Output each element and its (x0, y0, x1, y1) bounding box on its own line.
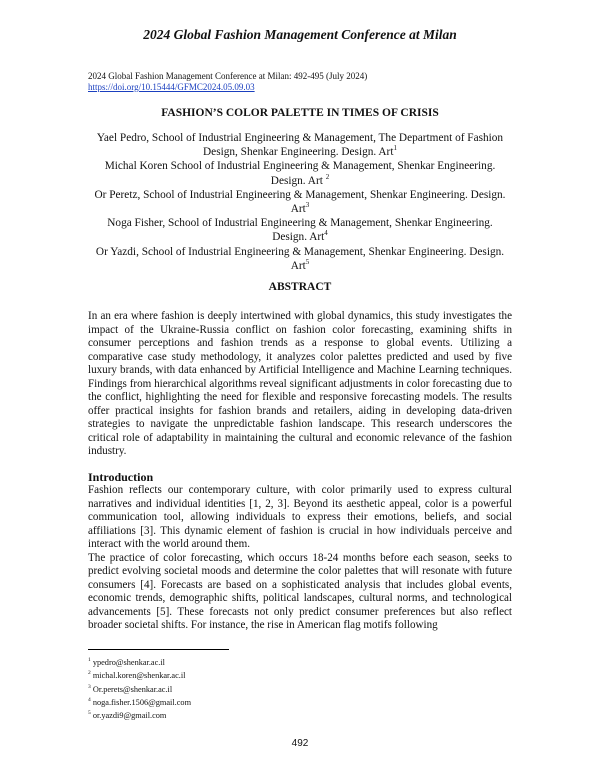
citation-block (88, 71, 367, 93)
author-name: Or Peretz (94, 188, 138, 201)
author-list (90, 131, 510, 273)
author-entry (90, 216, 510, 244)
footnote-email[interactable]: or.yazdi9@gmail.com (92, 711, 167, 721)
author-name: Michal Koren (104, 160, 168, 173)
author-affiliation: , School of Industrial Engineering & Management, Shenkar Engineering. Design. Art (162, 217, 493, 244)
author-entry (90, 188, 510, 216)
footnote (88, 682, 191, 695)
author-affiliation: , School of Industrial Engineering & Management, Shenkar Engineering. Design. Art (137, 188, 506, 216)
footnote-divider (88, 649, 229, 650)
introduction-heading: Introduction (88, 470, 154, 484)
footnote-email[interactable]: ypedro@shenkar.ac.il (92, 657, 165, 667)
intro-paragraph: Fashion reflects our contemporary culture, with color primarily used to express cultural narratives and individual identities [1, 2, 3]. Beyond its aesthetic appeal, color is a powerful communication tool, allowing individuals to express their emotions, beliefs, and social affiliations [3]. This dynamic element of fashion is crucial in how individuals perceive and interact with the world around them. (88, 484, 512, 551)
footnote-mark: 5 (305, 258, 310, 267)
abstract-text: In an era where fashion is deeply intertwined with global dynamics, this study investigates the impact of the Ukraine-Russia conflict on fashion color forecasting, examining shifts in consumer perceptions and fashion trends as a response to global events. Utilizing a comparative case study methodology, it analyzes color palettes predicted and used by five luxury brands, with data enhanced by Artificial Intelligence and Machine Learning techniques. Findings from hierarchical algorithms reveal significant adjustments in color forecasting due to the conflict, highlighting the need for flexible and responsive forecasting models. The results offer practical insights for fashion brands and retailers, aiding in developing data-driven strategies to navigate the unpredictable fashion landscape. This research underscores the critical role of adaptability in maintaining the cultural and economic relevance of the fashion industry. (88, 310, 512, 458)
author-name: Noga Fisher (107, 217, 163, 230)
footnote (88, 695, 191, 708)
author-name: Yael Pedro (96, 132, 147, 144)
paper-title: FASHION’S COLOR PALETTE IN TIMES OF CRISIS (161, 107, 439, 119)
doi-link[interactable]: https://doi.org/10.15444/GFMC2024.05.09.03 (88, 82, 255, 92)
footnote-mark: 2 (88, 670, 91, 677)
abstract-heading: ABSTRACT (268, 281, 332, 293)
footnote (88, 655, 191, 668)
page-number: 492 (291, 738, 309, 749)
footnote-mark: 4 (324, 229, 328, 238)
footnote-email[interactable]: noga.fisher.1506@gmail.com (92, 697, 192, 707)
author-affiliation: , School of Industrial Engineering & Management, The Department of Fashion Design, Shenkar Engineering. Design. Art (146, 132, 504, 159)
footnote-mark: 2 (325, 172, 330, 181)
author-entry (90, 245, 510, 273)
citation-line: 2024 Global Fashion Management Conference at Milan: 492-495 (July 2024) (88, 71, 368, 81)
author-affiliation: , School of Industrial Engineering & Management, Shenkar Engineering. Design. Art (136, 245, 505, 272)
running-head: 2024 Global Fashion Management Conference at Milan (143, 27, 457, 42)
footnote-mark: 3 (88, 683, 91, 690)
footnotes (88, 655, 191, 722)
author-entry (90, 159, 510, 187)
author-entry (90, 131, 510, 159)
author-name: Or Yazdi (95, 245, 137, 258)
footnote-mark: 1 (88, 657, 91, 663)
footnote-mark: 5 (88, 710, 91, 717)
author-affiliation: School of Industrial Engineering & Management, Shenkar Engineering. Design. Art (167, 160, 496, 187)
footnote-mark: 4 (88, 697, 91, 704)
footnote-email[interactable]: Or.perets@shenkar.ac.il (92, 684, 173, 694)
footnote (88, 668, 191, 681)
intro-paragraph: The practice of color forecasting, which occurs 18-24 months before each season, seeks to predict evolving societal moods and determine the color palettes that will resonate with future consumers [4]. Forecasts are based on a sophisticated analysis that includes global events, economic trends, demographic shifts, political landscapes, cultural norms, and technological advancements [5]. These forecasts not only predict consumer preferences but also reflect broader societal shifts. For instance, the rise in American flag motifs following (88, 551, 512, 632)
footnote-email[interactable]: michal.koren@shenkar.ac.il (92, 671, 186, 681)
footnote (88, 708, 191, 721)
introduction-body (88, 484, 512, 633)
footnote-mark: 3 (305, 201, 310, 210)
footnote-mark: 1 (393, 144, 397, 153)
